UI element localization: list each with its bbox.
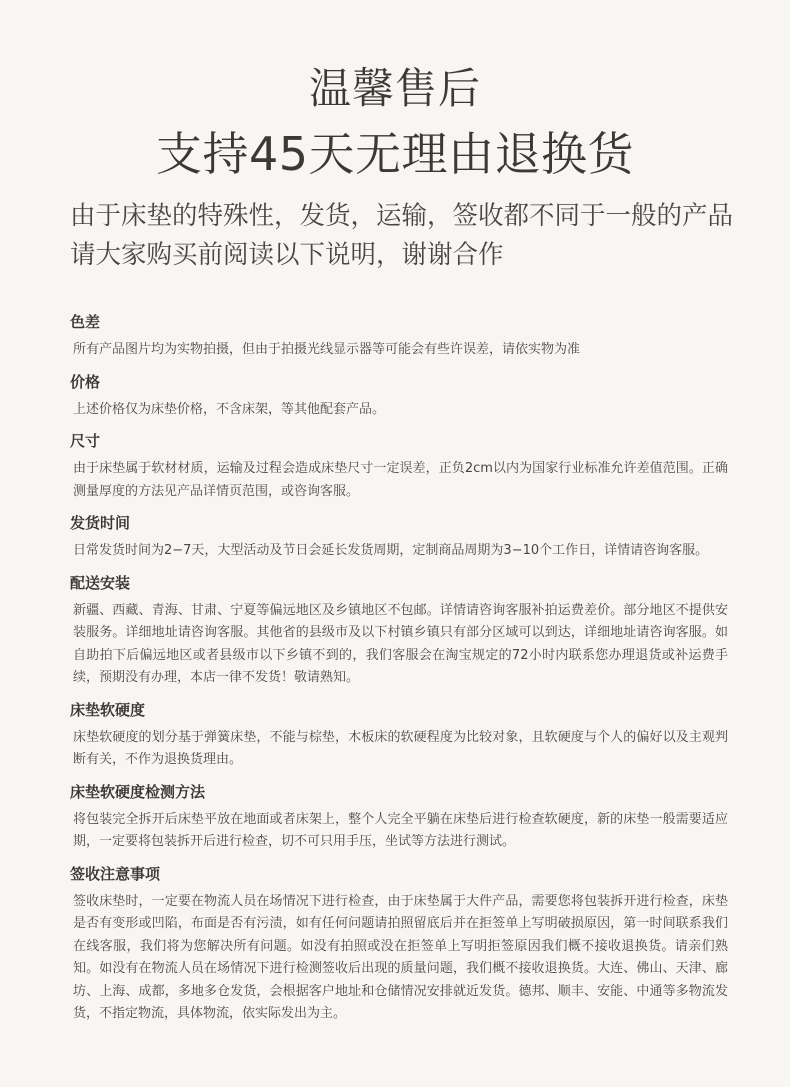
section-body: 上述价格仅为床垫价格，不含床架，等其他配套产品。: [73, 401, 386, 417]
intro-line-1: 由于床垫的特殊性，发货，运输，签收都不同于一般的产品: [70, 201, 734, 231]
section-price: [70, 372, 730, 422]
section-title: 配送安装: [70, 573, 131, 592]
section-body: 新疆、西藏、青海、甘肃、宁夏等偏远地区及乡镇地区不包邮。详情请咨询客服补拍运费差价。部分地区不提供安装服务。详细地址请咨询客服。其他省的县级市及以下村镇乡镇只有部分区域可以到达，详细地址请咨询客服。如自助拍下后偏远地区或者县级市以下乡镇不到的，我们客服会在淘宝规定的72小时内联系您办理退货或补运费手续，预期没有办理，本店一律不发货！敬请熟知。: [73, 602, 728, 685]
section-title: 床垫软硬度: [70, 700, 146, 719]
section-body: 将包装完全拆开后床垫平放在地面或者床架上，整个人完全平躺在床垫后进行检查软硬度，新的床垫一般需要适应期，一定要将包装拆开后进行检查，切不可只用手压，坐试等方法进行测试。: [73, 811, 728, 849]
section-body: 床垫软硬度的划分基于弹簧床垫，不能与棕垫，木板床的软硬程度为比较对象，且软硬度与个人的偏好以及主观判断有关，不作为退换货理由。: [73, 729, 728, 767]
notice-sections: [70, 312, 730, 1036]
section-title: 发货时间: [70, 514, 131, 532]
section-title: 签收注意事项: [70, 864, 161, 883]
section-delivery-acceptance: [70, 864, 730, 1026]
page-title: 温馨售后: [308, 64, 481, 113]
intro-line-2: 请大家购买前阅读以下说明，谢谢合作: [70, 240, 504, 270]
section-delivery-installation: [70, 573, 730, 690]
section-title: 尺寸: [70, 432, 101, 450]
section-title: 床垫软硬度检测方法: [70, 782, 206, 801]
section-body: 日常发货时间为2−7天，大型活动及节日会延长发货周期，定制商品周期为3−10个工作日，详情请咨询客服。: [73, 543, 709, 558]
section-body: 由于床垫属于软材材质，运输及过程会造成床垫尺寸一定误差，正负2cm以内为国家行业标准允许差值范围。正确测量厚度的方法见产品详情页范围，或咨询客服。: [73, 461, 728, 499]
section-title: 色差: [70, 313, 101, 331]
section-firmness-test-method: [70, 782, 730, 854]
section-body: 签收床垫时，一定要在物流人员在场情况下进行检查，由于床垫属于大件产品，需要您将包装拆开进行检查，床垫是否有变形或凹陷，布面是否有污渍，如有任何问题请拍照留底后并在拒签单上写明破损原因，第一时间联系我们在线客服，我们将为您解决所有问题。如没有拍照或没在拒签单上写明拒签原因我们概不接收退换货。请亲们熟知。如没有在物流人员在场情况下进行检测签收后出现的质量问题，我们概不接收退换货。大连、佛山、天津、廊坊、上海、成都，多地多仓发货，会根据客户地址和仓储情况安排就近发货。德邦、顺丰、安能、中通等多物流发货，不指定物流，具体物流，依实际发出为主。: [73, 893, 728, 1021]
section-shipping-time: [70, 513, 730, 563]
section-mattress-firmness: [70, 700, 730, 772]
section-title: 价格: [70, 372, 101, 391]
return-policy-headline: 支持45天无理由退换货: [155, 127, 635, 181]
section-color-difference: [70, 312, 730, 362]
section-body: 所有产品图片均为实物拍摄，但由于拍摄光线显示器等可能会有些许误差，请依实物为准: [73, 342, 581, 357]
section-size: [70, 431, 730, 503]
